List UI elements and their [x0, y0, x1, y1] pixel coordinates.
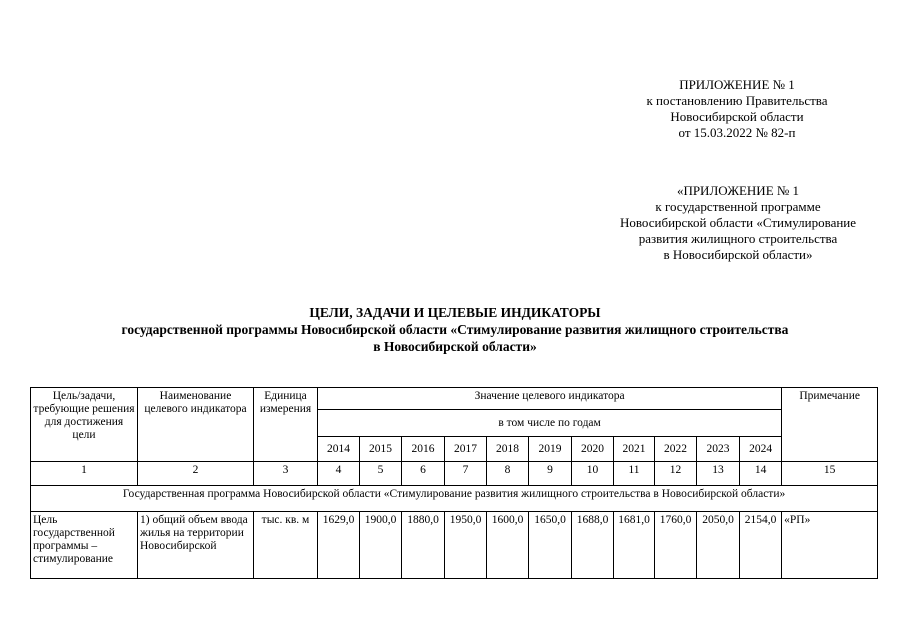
- title-line-2: государственной программы Новосибирской области «Стимулирование развития жилищного строительства: [121, 322, 789, 337]
- column-number: 2: [138, 462, 254, 486]
- header-note: Примечание: [782, 388, 878, 462]
- column-number: 12: [655, 462, 697, 486]
- header-indicator-name: Наименование целевого индикатора: [138, 388, 254, 462]
- appendix-to-program: [588, 183, 888, 263]
- value-cell: 1688,0: [572, 512, 614, 579]
- value-cell: 2154,0: [740, 512, 782, 579]
- value-cell: 1629,0: [318, 512, 360, 579]
- value-cell: 1681,0: [614, 512, 655, 579]
- unit-cell: тыс. кв. м: [254, 512, 318, 579]
- title-line-1: ЦЕЛИ, ЗАДАЧИ И ЦЕЛЕВЫЕ ИНДИКАТОРЫ: [309, 305, 601, 320]
- header-by-year: в том числе по годам: [318, 410, 782, 437]
- appendix-line: в Новосибирской области»: [663, 247, 813, 262]
- column-number: 14: [740, 462, 782, 486]
- indicators-table: [30, 387, 878, 579]
- year-cell: 2022: [655, 437, 697, 462]
- column-number: 6: [402, 462, 445, 486]
- appendix-line: от 15.03.2022 № 82-п: [678, 125, 796, 140]
- year-cell: 2023: [697, 437, 740, 462]
- program-row: [31, 486, 878, 512]
- document-title: [40, 304, 870, 355]
- appendix-to-resolution: [612, 77, 862, 141]
- year-cell: 2015: [360, 437, 402, 462]
- value-cell: 2050,0: [697, 512, 740, 579]
- column-number: 11: [614, 462, 655, 486]
- column-numbers-row: [31, 462, 878, 486]
- column-number: 1: [31, 462, 138, 486]
- year-cell: 2018: [487, 437, 529, 462]
- indicator-cell: 1) общий объем ввода жилья на территории Новосибирской: [138, 512, 254, 579]
- column-number: 3: [254, 462, 318, 486]
- appendix-line: Новосибирской области: [670, 109, 804, 124]
- column-number: 8: [487, 462, 529, 486]
- appendix-line: «ПРИЛОЖЕНИЕ № 1: [676, 183, 800, 198]
- header-goals: Цель/задачи, требующие решения для достижения цели: [31, 388, 138, 462]
- year-cell: 2014: [318, 437, 360, 462]
- header-row: [31, 388, 878, 410]
- year-cell: 2020: [572, 437, 614, 462]
- column-number: 4: [318, 462, 360, 486]
- value-cell: 1880,0: [402, 512, 445, 579]
- column-number: 9: [529, 462, 572, 486]
- table-row: [31, 512, 878, 579]
- goal-cell: Цель государственной программы – стимулирование: [31, 512, 138, 579]
- program-title-cell: Государственная программа Новосибирской области «Стимулирование развития жилищного строительства в Новосибирской области»: [31, 486, 878, 512]
- appendix-line: Новосибирской области «Стимулирование: [619, 215, 857, 230]
- appendix-line: развития жилищного строительства: [638, 231, 838, 246]
- year-cell: 2017: [445, 437, 487, 462]
- year-cell: 2019: [529, 437, 572, 462]
- value-cell: 1900,0: [360, 512, 402, 579]
- note-cell: «РП»: [782, 512, 878, 579]
- column-number: 5: [360, 462, 402, 486]
- value-cell: 1650,0: [529, 512, 572, 579]
- column-number: 10: [572, 462, 614, 486]
- year-cell: 2016: [402, 437, 445, 462]
- header-value: Значение целевого индикатора: [318, 388, 782, 410]
- header-unit: Единица измерения: [254, 388, 318, 462]
- appendix-line: ПРИЛОЖЕНИЕ № 1: [679, 77, 795, 92]
- appendix-line: к государственной программе: [655, 199, 821, 214]
- year-cell: 2021: [614, 437, 655, 462]
- column-number: 13: [697, 462, 740, 486]
- value-cell: 1600,0: [487, 512, 529, 579]
- column-number: 15: [782, 462, 878, 486]
- column-number: 7: [445, 462, 487, 486]
- year-cell: 2024: [740, 437, 782, 462]
- appendix-line: к постановлению Правительства: [646, 93, 828, 108]
- title-line-3: в Новосибирской области»: [373, 339, 537, 354]
- value-cell: 1760,0: [655, 512, 697, 579]
- value-cell: 1950,0: [445, 512, 487, 579]
